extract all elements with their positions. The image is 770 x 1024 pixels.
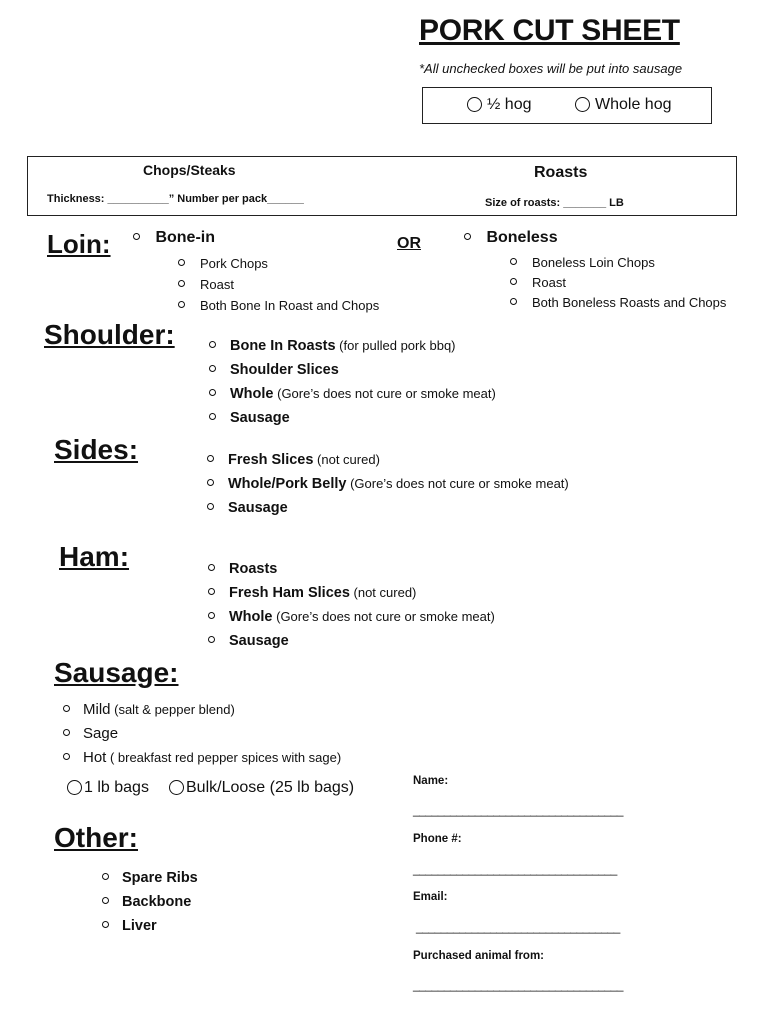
checkbox-circle-icon[interactable] [178, 301, 185, 308]
checkbox-circle-icon[interactable] [510, 298, 517, 305]
purchased-from-label: Purchased animal from: [413, 950, 545, 962]
list-item[interactable]: Boneless Loin Chops [510, 253, 726, 273]
loin-heading: Loin: [47, 229, 111, 259]
chops-heading: Chops/Steaks [143, 162, 236, 178]
bag-bulk-option[interactable]: Bulk/Loose (25 lb bags) [169, 779, 354, 797]
phone-field[interactable]: _________________________________ [413, 862, 617, 876]
cut-options-table [27, 156, 737, 216]
checkbox-circle-icon[interactable] [209, 341, 216, 348]
shoulder-list [209, 334, 496, 430]
list-item[interactable]: Pork Chops [178, 253, 379, 274]
checkbox-circle-icon[interactable] [63, 753, 70, 760]
sides-heading: Sides: [54, 434, 139, 465]
list-item[interactable]: Liver [102, 914, 198, 938]
list-item[interactable]: Bone In Roasts (for pulled pork bbq) [209, 334, 496, 358]
chops-thickness-field[interactable]: Thickness: __________” Number per pack______ [47, 193, 304, 205]
list-item[interactable]: Fresh Ham Slices (not cured) [208, 581, 495, 605]
list-item[interactable]: Roasts [208, 557, 495, 581]
checkbox-circle-icon[interactable] [63, 705, 70, 712]
list-item[interactable]: Whole (Gore’s does not cure or smoke meat) [208, 605, 495, 629]
checkbox-circle-icon[interactable] [208, 636, 215, 643]
checkbox-circle-icon[interactable] [209, 365, 216, 372]
ham-list [208, 557, 495, 653]
list-item[interactable]: Mild (salt & pepper blend) [63, 698, 341, 722]
boneless-option[interactable]: Boneless [464, 229, 558, 247]
hog-size-box [422, 87, 712, 124]
email-field[interactable]: _________________________________ [416, 920, 620, 934]
bone-in-option[interactable]: Bone-in [133, 229, 215, 247]
list-item[interactable]: Roast [510, 273, 726, 293]
checkbox-circle-icon[interactable] [133, 233, 140, 240]
list-item[interactable]: Sage [63, 722, 341, 746]
list-item[interactable]: Backbone [102, 890, 198, 914]
list-item[interactable]: Whole (Gore’s does not cure or smoke meat) [209, 382, 496, 406]
radio-circle-icon[interactable] [67, 780, 82, 795]
boneless-list [510, 253, 726, 313]
phone-label: Phone #: [413, 833, 462, 845]
checkbox-circle-icon[interactable] [207, 503, 214, 510]
sides-list [207, 448, 569, 520]
checkbox-circle-icon[interactable] [102, 921, 109, 928]
checkbox-circle-icon[interactable] [208, 588, 215, 595]
other-list [102, 866, 198, 938]
checkbox-circle-icon[interactable] [178, 280, 185, 287]
roasts-size-field[interactable]: Size of roasts: _______ LB [485, 197, 624, 209]
checkbox-circle-icon[interactable] [63, 729, 70, 736]
list-item[interactable]: Sausage [207, 496, 569, 520]
name-label: Name: [413, 775, 449, 787]
email-label: Email: [413, 891, 448, 903]
checkbox-circle-icon[interactable] [208, 612, 215, 619]
list-item[interactable]: Spare Ribs [102, 866, 198, 890]
checkbox-circle-icon[interactable] [209, 413, 216, 420]
list-item[interactable]: Whole/Pork Belly (Gore’s does not cure or smoke meat) [207, 472, 569, 496]
radio-circle-icon[interactable] [467, 97, 482, 112]
list-item[interactable]: Fresh Slices (not cured) [207, 448, 569, 472]
page-title: PORK CUT SHEET [419, 14, 680, 47]
ham-heading: Ham: [59, 541, 130, 572]
list-item[interactable]: Roast [178, 274, 379, 295]
list-item[interactable]: Both Bone In Roast and Chops [178, 295, 379, 316]
purchased-from-field[interactable]: __________________________________ [413, 978, 623, 992]
list-item[interactable]: Sausage [209, 406, 496, 430]
sausage-list [63, 698, 341, 770]
name-field[interactable]: __________________________________ [413, 803, 623, 817]
half-hog-option[interactable]: ½ hog [467, 96, 531, 114]
checkbox-circle-icon[interactable] [208, 564, 215, 571]
list-item[interactable]: Hot ( breakfast red pepper spices with sage) [63, 746, 341, 770]
list-item[interactable]: Both Boneless Roasts and Chops [510, 293, 726, 313]
checkbox-circle-icon[interactable] [207, 455, 214, 462]
checkbox-circle-icon[interactable] [510, 258, 517, 265]
bone-in-list [178, 253, 379, 316]
bag-1lb-option[interactable]: 1 lb bags [67, 779, 149, 797]
checkbox-circle-icon[interactable] [102, 873, 109, 880]
checkbox-circle-icon[interactable] [178, 259, 185, 266]
checkbox-circle-icon[interactable] [102, 897, 109, 904]
radio-circle-icon[interactable] [575, 97, 590, 112]
list-item[interactable]: Shoulder Slices [209, 358, 496, 382]
checkbox-circle-icon[interactable] [209, 389, 216, 396]
other-heading: Other: [54, 822, 138, 853]
or-label: OR [397, 235, 421, 252]
checkbox-circle-icon[interactable] [464, 233, 471, 240]
roasts-heading: Roasts [534, 164, 588, 181]
checkbox-circle-icon[interactable] [510, 278, 517, 285]
shoulder-heading: Shoulder: [44, 319, 175, 350]
checkbox-circle-icon[interactable] [207, 479, 214, 486]
list-item[interactable]: Sausage [208, 629, 495, 653]
whole-hog-option[interactable]: Whole hog [575, 96, 672, 114]
sausage-note: *All unchecked boxes will be put into sausage [419, 61, 683, 76]
radio-circle-icon[interactable] [169, 780, 184, 795]
sausage-heading: Sausage: [54, 657, 179, 688]
